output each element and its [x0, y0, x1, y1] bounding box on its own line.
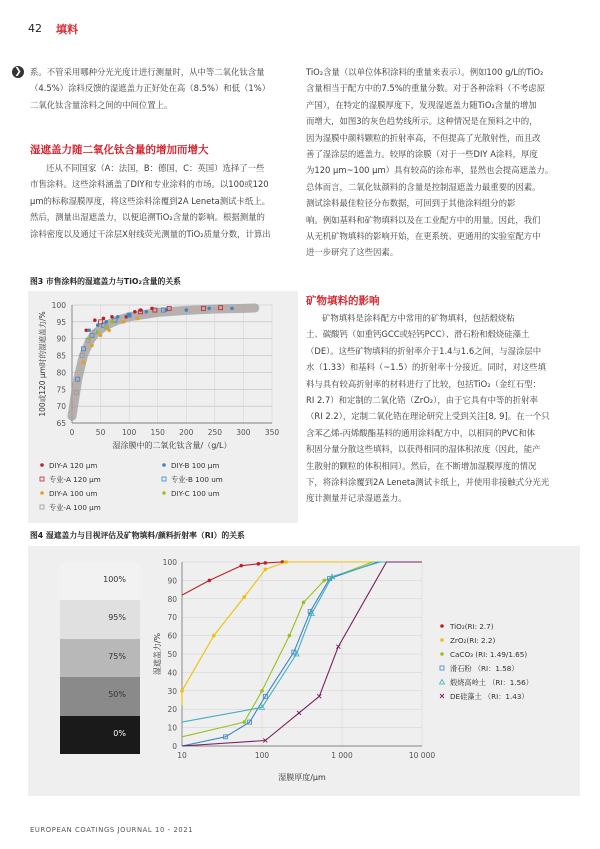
data-point	[264, 568, 268, 572]
left-heading: 湿遮盖力随二氧化钛含量的增加而增大	[30, 144, 209, 156]
swatch-label: 75%	[108, 651, 126, 661]
legend-marker	[40, 463, 44, 467]
opacity-swatches	[60, 562, 140, 754]
data-point	[322, 579, 326, 583]
data-point	[93, 318, 97, 322]
x-tick-label: 250	[207, 428, 223, 437]
y-tick-label: 80	[56, 368, 66, 378]
data-point	[122, 320, 126, 324]
legend-label: CaCO₃ (RI: 1.49/1.65)	[450, 650, 528, 659]
y-tick-label: 20	[167, 705, 177, 715]
legend-label: 专业-A 100 μm	[49, 503, 101, 512]
x-tick-label: 50	[95, 428, 106, 437]
y-tick-label: 75	[56, 385, 66, 395]
legend-label: 煅烧高岭土 （RI：1.56）	[450, 678, 533, 687]
legend-label: DIY-C 100 um	[171, 489, 220, 498]
y-axis-label: 湿遮盖力/%	[153, 632, 162, 676]
legend-marker	[440, 680, 445, 685]
opacity-swatch	[60, 562, 140, 600]
data-point	[208, 579, 212, 583]
data-point	[242, 720, 246, 724]
y-tick-label: 95	[56, 317, 66, 327]
legend-label: TiO₂(RI: 2.7)	[450, 622, 494, 631]
intro-paragraph: 系。不管采用哪种分光光度计进行测量时，从中等二氧化钛含量 （4.5%）涂料反馈的湿遮盖力正好处在高（8.5%）和低（1%） 二氧化钛含量涂料之间的中间位置上。	[30, 67, 271, 110]
x-axis-label: 湿涂膜中的二氧化钛含量/（g/L）	[112, 441, 232, 450]
legend-marker	[162, 491, 166, 495]
x-tick-label: 100	[254, 751, 270, 760]
left-body: 还从不同国家（A：法国，B：德国，C：英国）选择了一些 市售涂料。这些涂料涵盖了DIY和专业涂料的市场。以100或120 μm的标称湿膜厚度，将这些涂料涂覆到2A Leneta测试卡纸上。 然后，测量出湿遮盖力，以便追溯TiO₂含量的影响。根据测量的 涂料密度以及通过干涂层X射线荧光测量的TiO₂质量分数，计算出	[30, 163, 271, 239]
y-tick-label: 0	[172, 742, 177, 751]
data-point	[207, 307, 211, 311]
section-title: 填料	[56, 23, 78, 36]
legend-label: 专业-A 120 μm	[49, 475, 101, 484]
x-tick-label: 0	[69, 428, 75, 437]
x-axis-label: 湿膜厚度/μm	[278, 773, 326, 782]
y-tick-label: 90	[56, 334, 66, 344]
data-point	[110, 320, 114, 324]
y-tick-label: 70	[56, 402, 66, 412]
data-point	[297, 711, 301, 715]
y-tick-label: 100	[51, 301, 66, 310]
data-point	[212, 634, 216, 638]
data-point	[184, 308, 188, 312]
legend-marker	[440, 638, 444, 642]
x-tick-label: 350	[264, 428, 280, 437]
page-number: 42	[28, 22, 42, 35]
figure-3-chart	[28, 291, 298, 523]
data-point	[90, 344, 94, 348]
legend-marker	[40, 505, 44, 509]
data-point	[96, 330, 100, 334]
y-tick-label: 85	[56, 351, 66, 361]
right-body: TiO₂含量（以单位体积涂料的重量来表示）。例如100 g/L的TiO₂ 含量相当于配方中的7.5%的重量分数。对于各种涂料（不考虑原 产国），在特定的湿膜厚度下，发现湿遮盖力随TiO₂含量的增加 而增大，如图3的灰色趋势线所示。这种情况是在预料之中的， 因为湿膜中颜料颗粒的折射率高，不但提高了光散射性，而且改 善了湿涂层的遮盖力。较厚的涂膜（对于一些DIY A涂料，厚度 为120 μm~100 μm）具有较高的涂布率，显然也会提高遮盖力。 总体而言，二氧化钛颜料的含量是控制湿遮盖力最重要的因素。 测试涂料最佳粒径分布数据，可回到于其他涂料组分的影 响。例如基料和矿物填料以及在工业配方中的用量。因此，我们 从无机矿物填料的影响开始，在更系统、更通用的实验室配方中 进一步研究了这些因素。	[306, 67, 554, 258]
legend-marker	[162, 463, 166, 467]
legend-label: DIY-A 120 μm	[49, 461, 98, 470]
y-tick-label: 60	[167, 631, 177, 641]
series-line	[182, 562, 422, 706]
y-tick-label: 40	[167, 668, 177, 678]
swatch-label: 50%	[108, 690, 126, 700]
data-point	[302, 601, 306, 605]
x-tick-label: 10 000	[408, 751, 436, 760]
legend-label: 专业-B 100 um	[171, 475, 223, 484]
data-point	[87, 328, 91, 332]
data-point	[230, 307, 234, 311]
series-line	[182, 562, 422, 722]
legend-marker	[440, 624, 444, 628]
y-tick-label: 65	[56, 419, 66, 428]
bullet-icon: ❯	[12, 66, 24, 78]
data-point	[284, 560, 288, 564]
y-tick-label: 90	[167, 576, 177, 586]
data-point	[288, 634, 292, 638]
legend-marker	[162, 477, 166, 481]
right-body-2: 矿物填料是涂料配方中常用的矿物填料，包括煅烧粘 土、碳酸钙（如重钙GCC或轻钙PCC）、滑石粉和煅烧硅藻土 （DE）。这些矿物填料的折射率介于1.4与1.6之间，与湿涂层中 水（1.33）和基料（~1.5）的折射率十分接近。同时，对这些填 料与具有较高折射率的材料进行了比较，包括TiO₂（金红石型： RI 2.7）和定制的二氧化锆（ZrO₂），由于它具有中等的折射率 （RI 2.2），定制二氧化锆在理论研究上受到关注[8, 9]。在一个只 含苯乙烯-丙烯酸酯基料的通用涂料配方中，以相同的PVC和体 积固分量分散这些填料，以获得相同的湿体积浓度（因此，能产 生散射的颗粒的体积相同）。然后，在不断增加湿膜厚度的情况 下，将涂料涂覆到2A Leneta测试卡纸上，并使用非接触式分光光 度计测量并记录湿遮盖力。	[306, 313, 550, 504]
data-point	[239, 564, 243, 568]
legend-marker	[440, 652, 444, 656]
data-point	[242, 595, 246, 599]
series-line	[182, 562, 422, 595]
data-point	[82, 361, 86, 365]
x-tick-label: 300	[236, 428, 251, 437]
trend-line	[72, 308, 255, 416]
data-point	[133, 310, 137, 314]
figure-3-caption: 图3 市售涂料的湿遮盖力与TiO₂含量的关系	[30, 277, 181, 286]
data-point	[127, 313, 131, 317]
legend-marker	[40, 477, 44, 481]
legend-label: ZrO₂(RI: 2.2)	[450, 636, 496, 645]
trend-band	[72, 308, 255, 416]
data-point	[260, 689, 264, 693]
legend-marker	[40, 491, 44, 495]
y-axis-label: 100或120 μm时的湿遮盖力/%	[38, 311, 47, 417]
y-tick-label: 100	[162, 558, 177, 567]
data-point	[144, 310, 148, 314]
swatch-label: 95%	[108, 613, 126, 623]
y-tick-label: 50	[167, 650, 177, 659]
opacity-swatch	[60, 639, 140, 677]
x-tick-label: 1 000	[331, 751, 353, 760]
legend-marker	[440, 666, 444, 670]
y-tick-label: 70	[167, 613, 177, 623]
data-point	[264, 561, 268, 565]
data-point	[336, 645, 340, 649]
opacity-swatch	[60, 716, 140, 754]
footer: EUROPEAN COATINGS JOURNAL 10 - 2021	[30, 826, 194, 834]
data-point	[99, 334, 103, 338]
y-tick-label: 80	[167, 594, 177, 604]
legend-label: DE硅藻土 （RI：1.43）	[450, 692, 529, 701]
right-heading: 矿物填料的影响	[306, 295, 380, 307]
data-point	[257, 562, 261, 566]
data-point	[136, 317, 140, 321]
data-point	[180, 689, 184, 693]
x-tick-label: 10	[177, 751, 187, 760]
x-tick-label: 100	[121, 428, 137, 437]
legend-label: DIY-A 100 um	[49, 489, 98, 498]
opacity-swatch	[60, 677, 140, 715]
opacity-swatch	[60, 600, 140, 638]
y-tick-label: 30	[167, 686, 177, 696]
legend-marker	[440, 694, 444, 698]
swatch-label: 100%	[103, 575, 126, 584]
x-tick-label: 200	[179, 428, 194, 437]
y-tick-label: 10	[167, 723, 177, 733]
figure-4-chart	[140, 546, 580, 796]
figure-4-caption: 图4 湿遮盖力与目视评估及矿物填料/颜料折射率（RI）的关系	[30, 531, 245, 540]
legend-label: 滑石粉 （RI：1.58）	[450, 664, 519, 673]
x-tick-label: 150	[150, 428, 165, 437]
data-point	[104, 325, 108, 329]
swatch-label: 0%	[113, 728, 126, 738]
legend-label: DIY-B 100 μm	[171, 461, 220, 470]
